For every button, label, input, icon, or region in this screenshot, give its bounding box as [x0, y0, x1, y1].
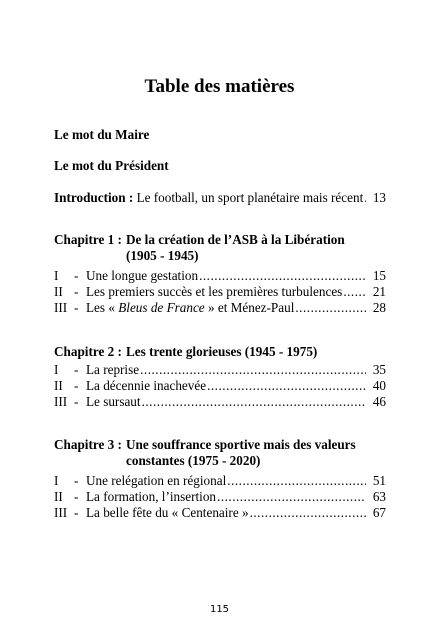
- page-ref: 40: [372, 378, 386, 393]
- page-ref: 67: [372, 505, 386, 520]
- toc-entry: III - Le sursaut ..... 46: [54, 394, 386, 410]
- toc-entry: II - Les premiers succès et les premières turbulences ..... 21: [54, 284, 386, 300]
- chapter-title: De la création de l’ASB à la Libération (1905 - 1945): [126, 232, 345, 263]
- page-ref: 13: [372, 190, 386, 205]
- roman-numeral: III: [54, 505, 68, 520]
- page-ref: 21: [372, 284, 386, 299]
- dot-leader: [250, 505, 366, 521]
- roman-numeral: II: [54, 378, 63, 393]
- toc-entry: III - La belle fête du « Centenaire » ..... 67: [54, 505, 386, 521]
- entry-text: Le sursaut: [86, 394, 141, 409]
- page-title: Table des matières: [144, 76, 295, 97]
- roman-numeral: III: [54, 300, 68, 315]
- chapter-title: Les trente glorieuses (1945 - 1975): [126, 344, 318, 359]
- toc-entry: II - La décennie inachevée ..... 40: [54, 378, 386, 394]
- toc-entry: III - Les « Bleus de France » et Ménez-Paul ..... 28: [54, 300, 386, 316]
- chapter-label: Chapitre 2 :: [54, 344, 122, 359]
- dot-leader: [364, 190, 366, 206]
- chapter-1-heading: [54, 232, 376, 264]
- dot-leader: [217, 489, 366, 505]
- chapter-3-heading: [54, 437, 376, 469]
- toc-entry: I - La reprise ..... 35: [54, 362, 386, 378]
- page-ref: 51: [372, 473, 386, 488]
- dot-leader: [199, 268, 366, 284]
- dot-leader: [227, 473, 366, 489]
- chapter-title: Une souffrance sportive mais des valeurs constantes (1975 - 2020): [126, 437, 356, 468]
- page-ref: 46: [372, 394, 386, 409]
- toc-entry: I - Une relégation en régional ..... 51: [54, 473, 386, 489]
- roman-numeral: II: [54, 489, 63, 504]
- dot-leader: [295, 300, 366, 316]
- roman-numeral: III: [54, 394, 68, 409]
- dot-leader: [142, 394, 366, 410]
- dot-leader: [140, 362, 366, 378]
- intro-label: Introduction :: [54, 190, 134, 205]
- entry-text: Une relégation en régional: [86, 473, 227, 488]
- toc-entry-introduction: [54, 190, 386, 206]
- entry-text: La belle fête du « Centenaire »: [86, 505, 249, 520]
- entry-text: Les « Bleus de France » et Ménez-Paul: [86, 300, 295, 315]
- chapter-label: Chapitre 3 :: [54, 437, 122, 452]
- entry-text: La décennie inachevée: [86, 378, 207, 393]
- toc-entry: I - Une longue gestation ..... 15: [54, 268, 386, 284]
- italic-title: Bleus de France: [118, 300, 205, 315]
- entry-text: La reprise: [86, 362, 140, 377]
- page-number: 115: [209, 604, 230, 615]
- toc-entry: II - La formation, l’insertion ..... 63: [54, 489, 386, 505]
- entry-text: La formation, l’insertion: [86, 489, 217, 504]
- entry-text: Une longue gestation: [86, 268, 199, 283]
- roman-numeral: II: [54, 284, 63, 299]
- page-ref: 35: [372, 362, 386, 377]
- dot-leader: [207, 378, 366, 394]
- roman-numeral: I: [54, 473, 59, 488]
- page-ref: 28: [372, 300, 386, 315]
- chapter-2-heading: [54, 344, 376, 360]
- intro-text: Le football, un sport planétaire mais récent: [136, 190, 364, 205]
- toc-entry-mot-president: Le mot du Président: [54, 158, 169, 173]
- page-ref: 15: [372, 268, 386, 283]
- roman-numeral: I: [54, 268, 59, 283]
- chapter-label: Chapitre 1 :: [54, 232, 122, 247]
- dot-leader: [343, 284, 366, 300]
- entry-text: Les premiers succès et les premières turbulences: [86, 284, 343, 299]
- page-ref: 63: [372, 489, 386, 504]
- roman-numeral: I: [54, 362, 59, 377]
- toc-entry-mot-maire: Le mot du Maire: [54, 127, 150, 142]
